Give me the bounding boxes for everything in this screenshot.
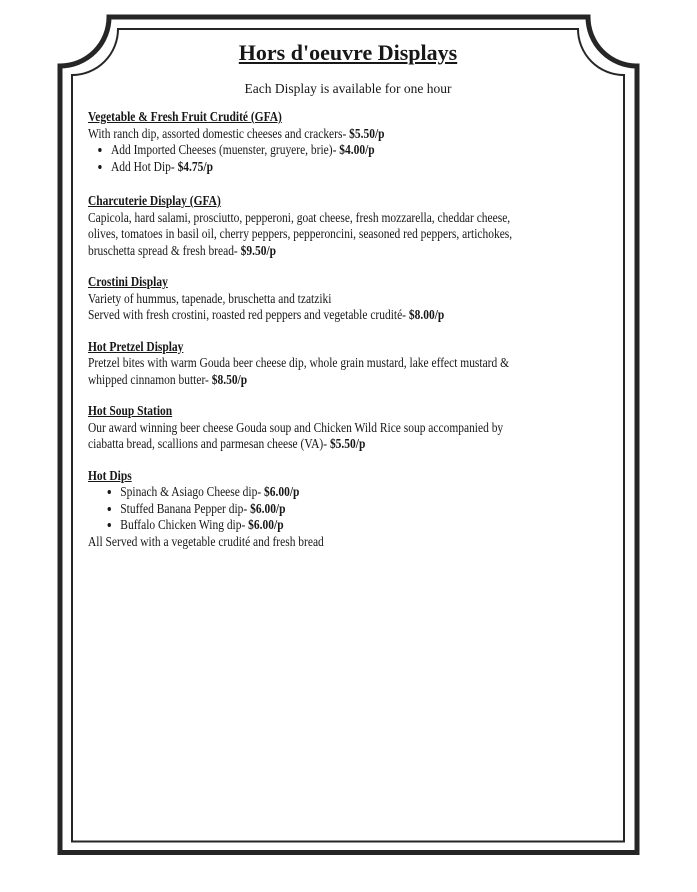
bullet-item (120, 484, 528, 501)
price: $4.00/p (339, 142, 375, 157)
bullet-text: Spinach & Asiago Cheese dip- (120, 484, 265, 499)
section-description: Variety of hummus, tapenade, bruschetta and tzatziki (88, 290, 332, 306)
section-heading: Hot Dips (88, 467, 132, 483)
section-hot-dips (88, 468, 528, 551)
price: $8.00/p (408, 307, 445, 322)
section-description (88, 307, 528, 324)
bullet-item (111, 142, 528, 159)
price: $5.50/p (329, 436, 366, 451)
description-text: Pretzel bites with warm Gouda beer cheese dip, whole grain mustard, lake effect mustard & whipped cinnamon butter- (88, 355, 510, 387)
section-heading: Vegetable & Fresh Fruit Crudité (GFA) (88, 109, 282, 124)
bullet-text: Add Hot Dip- (110, 158, 178, 174)
description-text: Our award winning beer cheese Gouda soup and Chicken Wild Rice soup accompanied by ciabatta bread, scallions and parmesan cheese (VA)- (88, 419, 504, 451)
bullet-list (88, 142, 528, 175)
price: $8.50/p (211, 371, 248, 387)
bullet-text: Stuffed Banana Pepper dip- (120, 500, 251, 516)
bullet-list (88, 484, 528, 534)
section-heading: Charcuterie Display (GFA) (88, 193, 221, 208)
section-hot-pretzel (88, 339, 528, 389)
bullet-text: Add Imported Cheeses (muenster, gruyere, brie)- (110, 142, 340, 157)
description-text: Served with fresh crostini, roasted red peppers and vegetable crudité- (88, 307, 409, 322)
section-hot-soup (88, 403, 528, 453)
price: $6.00/p (250, 500, 286, 516)
menu-header (60, 40, 636, 97)
section-heading: Crostini Display (88, 274, 168, 289)
page-title: Hors d'oeuvre Displays (238, 40, 458, 65)
bullet-text: Buffalo Chicken Wing dip- (120, 517, 249, 532)
bullet-item (111, 159, 528, 176)
price: $9.50/p (240, 242, 277, 258)
page-subtitle: Each Display is available for one hour (244, 81, 452, 96)
section-crostini (88, 274, 528, 324)
description-text: With ranch dip, assorted domestic cheeses and crackers- (88, 125, 350, 141)
price: $6.00/p (264, 484, 300, 499)
section-charcuterie (88, 193, 528, 259)
section-heading: Hot Pretzel Display (88, 338, 184, 354)
price: $5.50/p (349, 125, 385, 141)
bullet-item (120, 517, 528, 534)
price: $4.75/p (177, 158, 213, 174)
section-footnote: All Served with a vegetable crudité and fresh bread (88, 533, 324, 549)
description-text: Capicola, hard salami, prosciutto, pepperoni, goat cheese, fresh mozzarella, cheddar cheese, olives, tomatoes in basil oil, cherry peppers, pepperoncini, seasoned red peppers, artichokes, bruschetta spread & fresh bread- (88, 209, 513, 258)
section-description (88, 420, 528, 453)
menu-body (88, 109, 528, 565)
section-heading: Hot Soup Station (88, 403, 173, 418)
section-vegetable-fruit-crudite (88, 109, 528, 175)
bullet-item (120, 501, 528, 518)
section-description (88, 355, 528, 388)
price: $6.00/p (248, 517, 284, 532)
section-description (88, 126, 528, 143)
section-description (88, 210, 528, 260)
